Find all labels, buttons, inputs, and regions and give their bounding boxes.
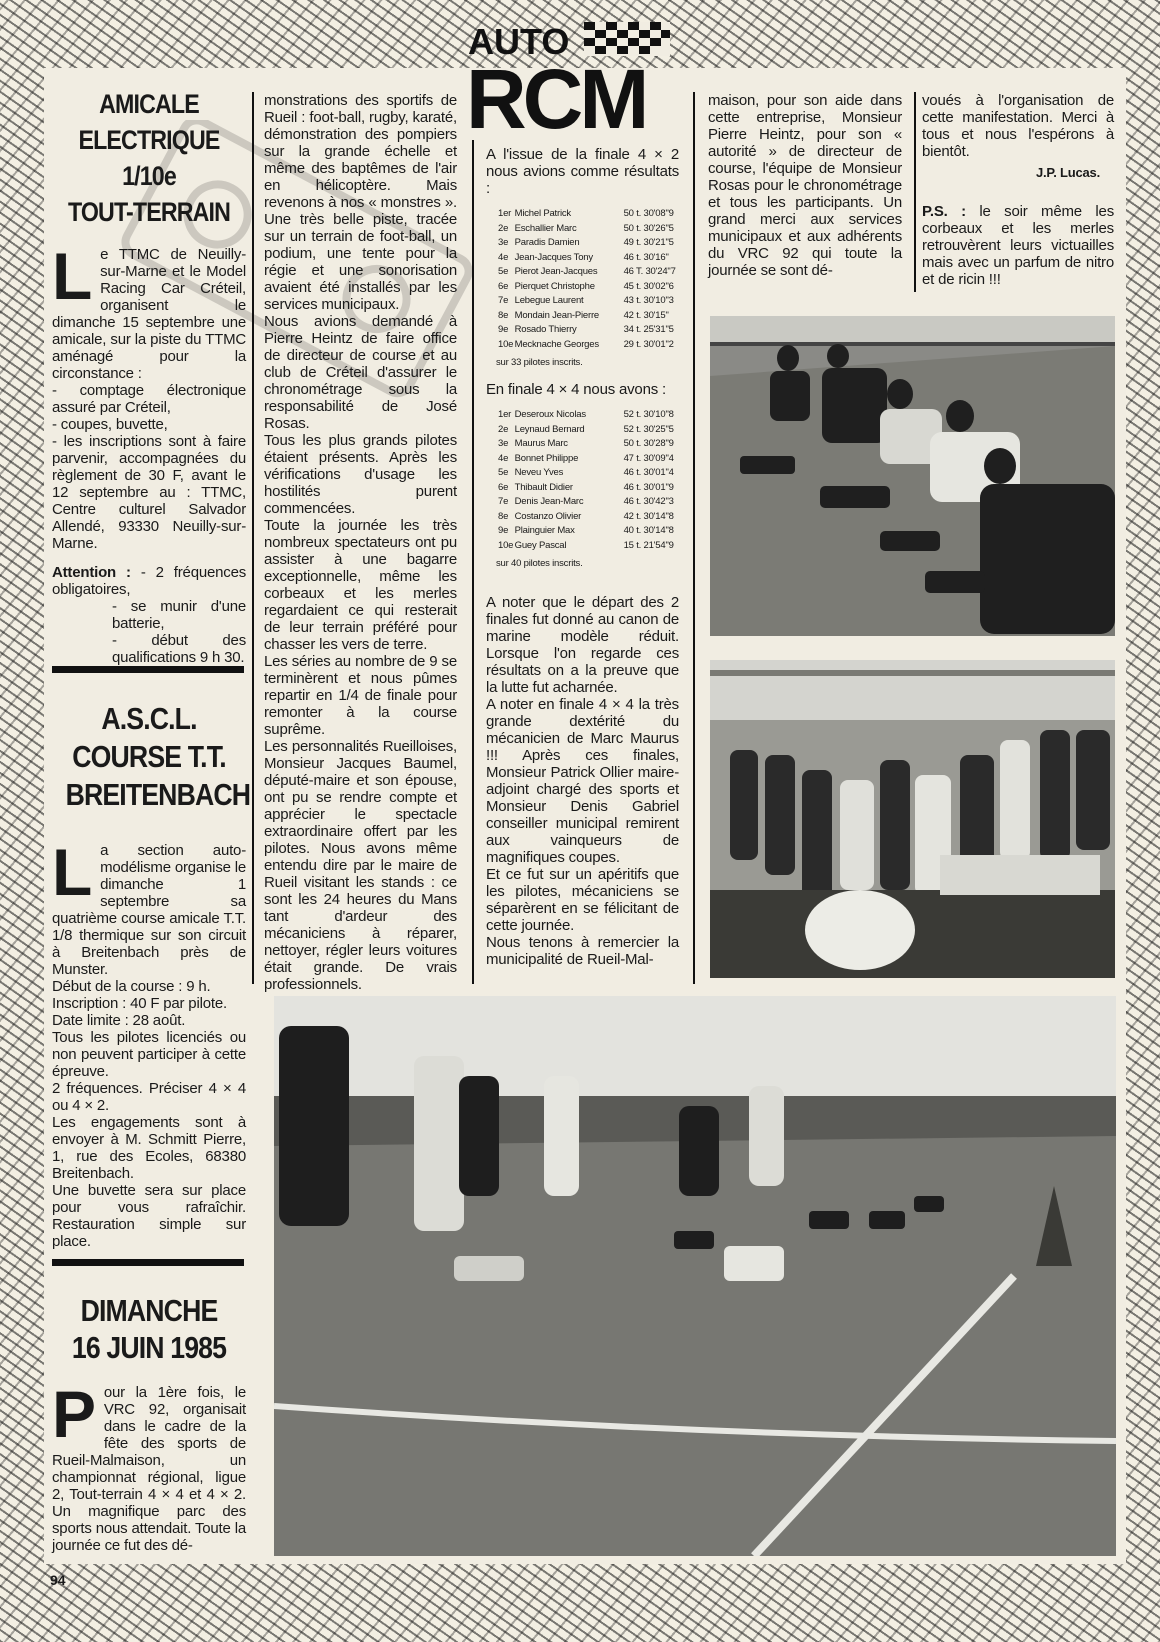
dropcap: L: [52, 239, 93, 313]
result-name: Neveu Yves: [514, 467, 564, 478]
result-row: [498, 466, 679, 481]
result-row: [498, 524, 679, 539]
result-name: Deseroux Nicolas: [514, 409, 586, 420]
result-row: [498, 222, 679, 237]
attention-block: Attention : - 2 fréquences obligatoires, - se munir d'une batterie, - début des qualifications 9 h 30.: [52, 564, 247, 666]
photo-pilots-crouching: [710, 316, 1115, 636]
result-position: 10e: [498, 338, 514, 350]
result-row: [498, 495, 679, 510]
result-position: 3e: [498, 438, 509, 449]
result-time: 43 t. 30'10"3: [623, 295, 674, 306]
result-time: 46 t. 30'16": [623, 251, 669, 263]
result-time: 50 t. 30'28"9: [623, 438, 674, 449]
result-position: 7e: [498, 496, 509, 507]
result-position: 6e: [498, 481, 509, 493]
article-body-amicale: L e TTMC de Neuilly-sur-Marne et le Model Racing Car Créteil, organisent le dimanche 15 septembre une amicale, sur la piste du TTMC aménagé pour la circonstance : - comptage électronique assuré par Créteil, - coupes, buvette, - les inscriptions sont à faire parvenir, accompagnées du règlement de 30 F, avant le 12 septembre au : TTMC, Centre culturel Salvador Allendé, 93330 Neuilly-sur-Marne. Attention : - 2 fréquences obligatoires, - se munir d'une batterie, - début des qualifications 9 h 30.: [52, 239, 247, 666]
checkered-flag-icon: [584, 22, 670, 56]
result-row: [498, 251, 679, 266]
article-body-ascl: L a section auto-modélisme organise le dimanche 1 septembre sa quatrième course amicale T.T. 1/8 thermique sur son circuit à Breitenbach près de Munster. Début de la course : 9 h. Inscription : 40 F par pilote. Date limite : 28 août. Tous les pilotes licenciés ou non peuvent participer à cette épreuve. 2 fréquences. Préciser 4 × 4 ou 4 × 2. Les engagements sont à envoyer à M. Schmitt Pierre, 1, rue des Ecoles, 68380 Breitenbach. Une buvette sera sur place pour vous rafraîchir. Restauration simple sur place.: [52, 835, 246, 1250]
result-time: 34 t. 25'31"5: [623, 324, 674, 335]
result-time: 45 t. 30'02"6: [623, 280, 674, 292]
result-time: 42 t. 30'15": [623, 309, 669, 321]
result-time: 49 t. 30'21"5: [623, 237, 674, 248]
result-name: Jean-Jacques Tony: [514, 251, 593, 263]
column-1-article-2: [52, 700, 251, 1250]
auto-rcm-logo: [466, 14, 678, 132]
result-name: Paradis Damien: [514, 237, 580, 248]
result-time: 50 t. 30'26"5: [623, 222, 674, 234]
result-name: Denis Jean-Marc: [514, 496, 584, 507]
result-name: Michel Patrick: [514, 208, 571, 219]
result-time: 46 t. 30'42"3: [623, 496, 674, 507]
photo-race-track: [274, 996, 1116, 1556]
result-position: 10e: [498, 539, 514, 551]
result-row: [498, 207, 679, 222]
column-rule: [693, 92, 695, 984]
article-title-dimanche: DIMANCHE 16 JUIN 1985: [71, 1293, 227, 1365]
result-name: Rosado Thierry: [514, 324, 577, 335]
result-row: [498, 452, 679, 467]
result-name: Eschallier Marc: [514, 222, 577, 234]
result-row: [498, 539, 679, 554]
postscript: P.S. : le soir même les corbeaux et les merles retrouvèrent leurs victuailles mais avec un parfum de nitro et de ricin !!!: [922, 203, 1114, 288]
result-name: Pierot Jean-Jacques: [514, 266, 598, 277]
result-time: 52 t. 30'10"8: [623, 409, 674, 420]
column-3: A l'issue de la finale 4 × 2 nous avions comme résultats : 1er Michel Patrick 50 t. 30'08"9 2e Eschallier Marc 50 t. 30'26"5 3e Paradis Damien 49 t. 30'21"5 4e Jean-Jacques Tony 46 t. 30'16" 5e Pierot Jean-Jacques 46 T. 30'24"7 6e Pierquet Christophe 45 t. 30'02"6 7e Lebegue Laurent 43 t. 30'10"3 8e Mondain Jean-Pierre 42 t. 30'15" 9e Rosado Thierry 34 t. 25'31"5 10e Mecknache Georges 29 t. 30'01"2 sur 33 pilotes inscrits. En finale 4 × 4 nous avons : 1er Deseroux Nicolas 52 t. 30'10"8 2e Leynaud Bernard 52 t. 30'25"5 3e Maurus Marc 50 t. 30'28"9 4e Bonnet Philippe 47 t. 30'09"4 5e Neveu Yves 46 t. 30'01"4 6e Thibault Didier 46 t. 30'01"9 7e Denis Jean-Marc 46 t. 30'42"3 8e Costanzo Olivier 42 t. 30'14"8 9e Plainguier Max 40 t. 30'14"8 10e Guey Pascal 15 t. 21'54"9 sur 40 pilotes inscrits. A noter que le départ des 2 finales fut donné au canon de marine modèle réduit. Lorsque l'on regarde ces résultats on a la preuve que la lutte fut acharnée. A noter en finale 4 × 4 la très grande dextérité du mécanicien de Marc Maurus !!! Après ces finales, Monsieur Patrick Ollier maire-adjoint chargé des sports et Monsieur Denis Gabriel conseiller municipal remirent aux vainqueurs de magnifiques coupes. Et ce fut sur un apéritifs que les pilotes, mécaniciens se séparèrent en se félicitant de cette journée. Nous tenons à remercier la municipalité de Rueil-Mal-: [486, 146, 679, 968]
result-position: 2e: [498, 423, 509, 435]
section-divider: [52, 1259, 244, 1266]
logo-auto: AUTO: [468, 21, 570, 62]
article-body-dimanche: P our la 1ère fois, le VRC 92, organisait dans le cadre de la fête des sports de Rueil-Malmaison, un championnat régional, ligue 2, Tout-terrain 4 × 4 et 4 × 2. Un magnifique parc des sports nous attendait. Toute la journée ce fut des dé-: [52, 1377, 246, 1554]
result-position: 9e: [498, 525, 509, 536]
result-time: 46 t. 30'01"4: [623, 467, 674, 478]
dropcap: L: [52, 835, 93, 909]
result-name: Mecknache Georges: [514, 338, 599, 350]
column-5: voués à l'organisation de cette manifestation. Merci à tous et nous l'espérons à bientôt. J.P. Lucas. P.S. : le soir même les corbeaux et les merles retrouvèrent leurs victuailles mais avec un parfum de nitro et de ricin !!!: [922, 92, 1114, 288]
page-number: 94: [50, 1572, 66, 1588]
result-position: 9e: [498, 324, 509, 335]
result-position: 8e: [498, 309, 509, 321]
result-position: 8e: [498, 510, 509, 522]
result-time: 52 t. 30'25"5: [623, 423, 674, 435]
result-position: 6e: [498, 280, 509, 292]
result-position: 2e: [498, 222, 509, 234]
result-name: Lebegue Laurent: [514, 295, 584, 306]
result-name: Maurus Marc: [514, 438, 568, 449]
column-1: [52, 86, 246, 666]
dropcap: P: [52, 1377, 96, 1451]
column-1-article-3: [52, 1292, 246, 1554]
result-row: [498, 423, 679, 438]
result-row: [498, 323, 679, 338]
article-title-ascl: A.S.C.L. COURSE T.T. BREITENBACH: [65, 701, 251, 812]
result-name: Costanzo Olivier: [514, 510, 582, 522]
result-position: 5e: [498, 467, 509, 478]
result-name: Plainguier Max: [514, 525, 575, 536]
result-position: 4e: [498, 452, 509, 464]
result-name: Bonnet Philippe: [514, 452, 579, 464]
column-rule: [914, 92, 916, 292]
result-name: Guey Pascal: [514, 539, 567, 551]
result-row: [498, 338, 679, 353]
result-row: [498, 408, 679, 423]
section-divider: [52, 666, 244, 673]
result-position: 1er: [498, 409, 512, 420]
result-name: Thibault Didier: [514, 481, 573, 493]
results-4x4-table: [498, 408, 679, 553]
column-2: monstrations des sportifs de Rueil : foot-ball, rugby, karaté, démonstration des pompiers sur la grande échelle et même des baptêmes de l'air en hélicoptère. Mais revenons à nos « monstres ». Une très belle piste, tracée sur un terrain de foot-ball, un podium, une tente pour la régie et une sonorisation avaient été installés par les services municipaux. Nous avions demandé à Pierre Heintz de faire office de directeur de course et au club de Créteil d'assurer le chronométrage sous la responsabilité de José Rosas. Tous les plus grands pilotes étaient présents. Après les vérifications d'usage les hostilités purent commencées. Toute la journée les très nombreux spectateurs ont pu assister à une bagarre exceptionnelle, même les corbeaux et les merles regardaient ce qui resterait de leur terrain préféré pour chasser les vers de terre. Les séries au nombre de 9 se terminèrent et nous pûmes repartir en 1/4 de finale pour remonter à la course suprême. Les personnalités Rueilloises, Monsieur Jacques Baumel, député-maire et son épouse, ont pu se rendre compte et apprécier le spectacle extraordinaire offert par les pilotes. Nous avons même entendu dire par le maire de Rueil visitant les stands : ce sont les 24 heures du Mans tant d'ardeur des mécaniciens à réparer, nettoyer, régler leurs voitures était grande. De vrais professionnels.: [264, 92, 457, 993]
result-row: [498, 265, 679, 280]
result-name: Pierquet Christophe: [514, 280, 595, 292]
result-row: [498, 481, 679, 496]
result-row: [498, 309, 679, 324]
result-time: 40 t. 30'14"8: [623, 525, 674, 536]
author-signature: J.P. Lucas.: [1035, 165, 1100, 180]
article-title-amicale: AMICALE ELECTRIQUE 1/10e TOUT-TERRAIN: [67, 89, 231, 227]
result-time: 50 t. 30'08"9: [623, 208, 674, 219]
result-row: [498, 294, 679, 309]
column-rule: [472, 140, 474, 984]
result-name: Mondain Jean-Pierre: [514, 309, 600, 321]
result-time: 29 t. 30'01"2: [623, 338, 674, 350]
result-name: Leynaud Bernard: [514, 423, 585, 435]
result-time: 46 T. 30'24"7: [623, 266, 676, 277]
result-row: [498, 437, 679, 452]
results-4x2-table: [498, 207, 679, 352]
photo-prize-giving: [710, 660, 1115, 978]
result-row: [498, 236, 679, 251]
result-row: [498, 510, 679, 525]
result-time: 47 t. 30'09"4: [623, 452, 674, 464]
result-position: 1er: [498, 208, 512, 219]
result-time: 46 t. 30'01"9: [623, 481, 674, 493]
result-position: 3e: [498, 237, 509, 248]
result-position: 4e: [498, 251, 509, 263]
result-time: 42 t. 30'14"8: [623, 510, 674, 522]
logo-rcm: RCM: [466, 52, 646, 132]
column-4: maison, pour son aide dans cette entreprise, Monsieur Pierre Heintz, pour son « autorité » de directeur de course, l'équipe de Monsieur Rosas pour le chronométrage et tous les participants. Un grand merci aux services municipaux et aux adhérents du VRC 92 qui toute la journée se sont dé-: [708, 92, 902, 279]
result-position: 7e: [498, 295, 509, 306]
result-row: [498, 280, 679, 295]
result-time: 15 t. 21'54"9: [623, 539, 674, 551]
column-rule: [252, 92, 254, 984]
result-position: 5e: [498, 266, 509, 277]
